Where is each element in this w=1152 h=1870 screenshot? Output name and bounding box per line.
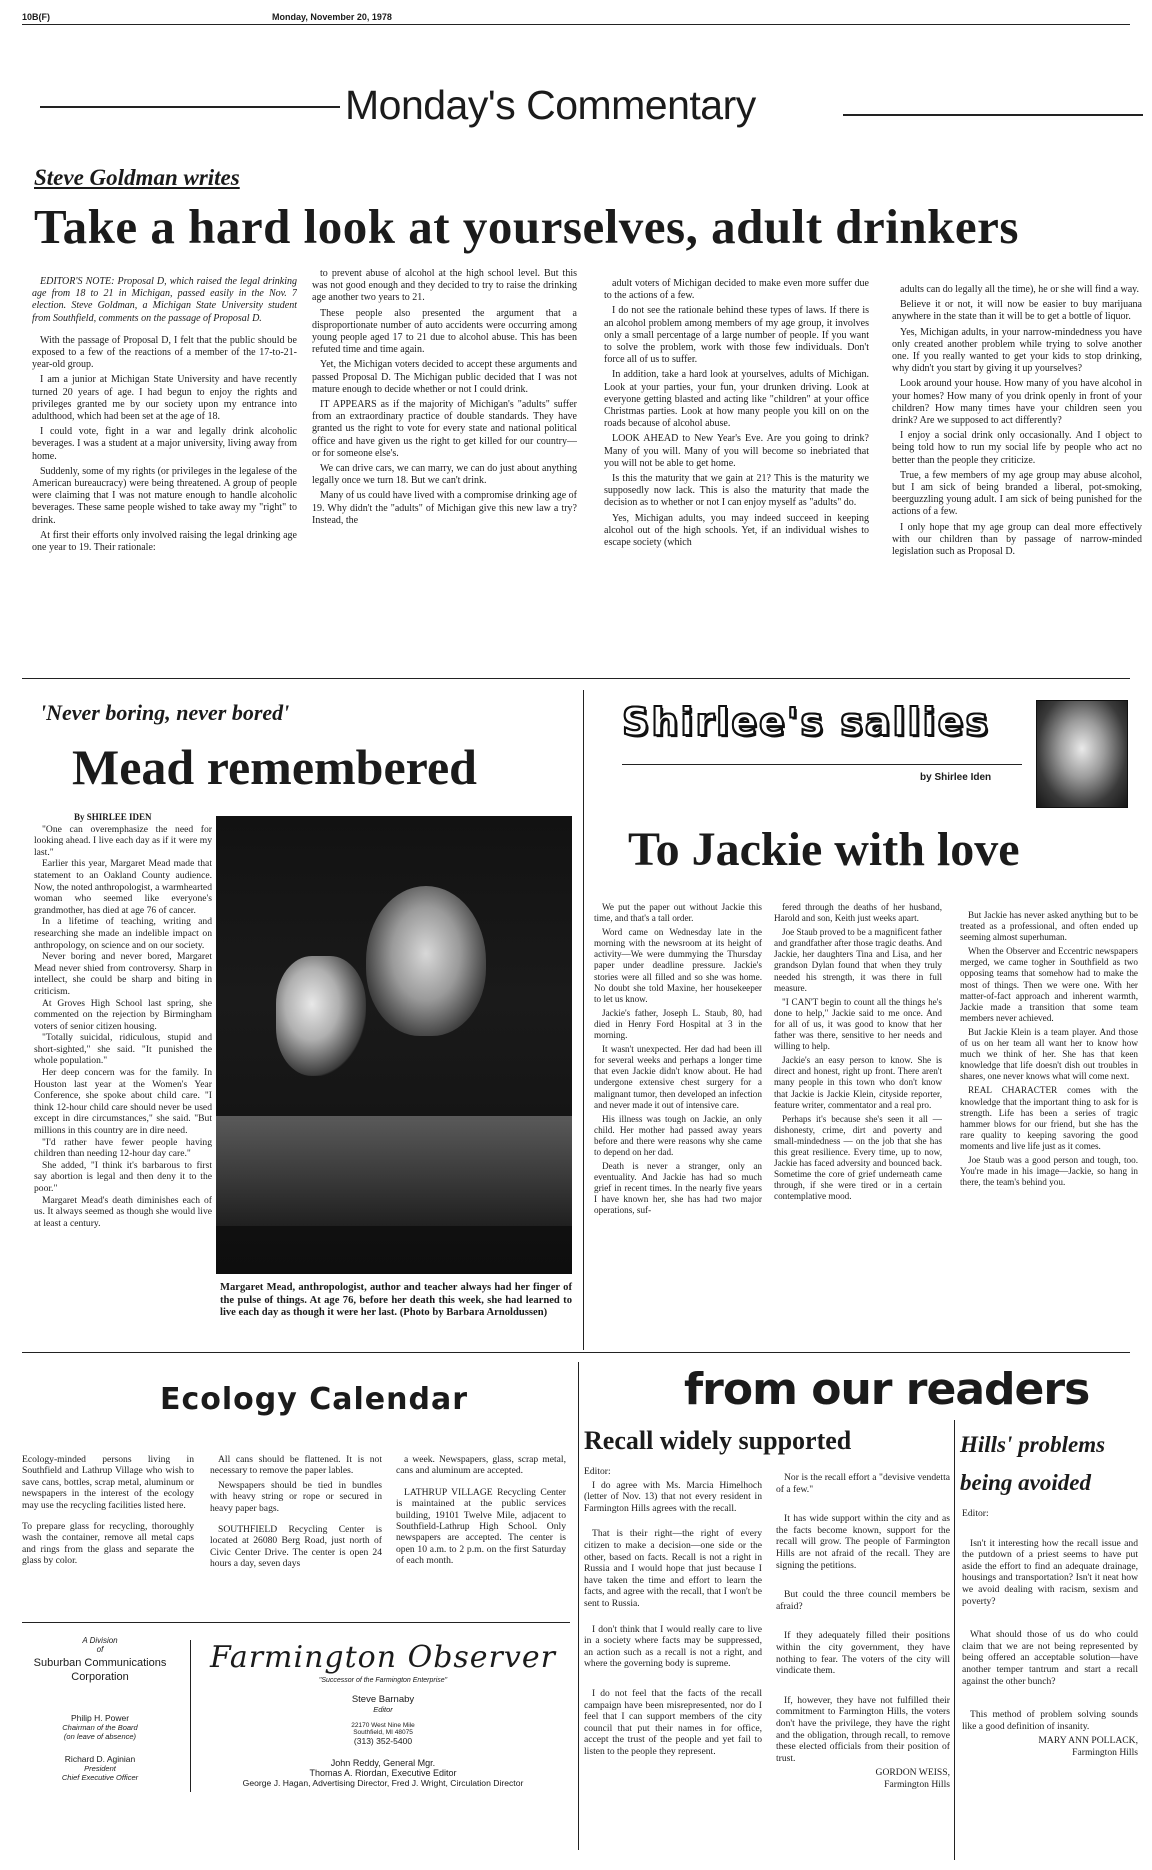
shirlee-paragraph: Jackie's father, Joseph L. Staub, 80, had died in Henry Ford Hospital at 3 in the morning. bbox=[594, 1007, 762, 1041]
masthead-publisher bbox=[20, 1636, 180, 1684]
editors-note: EDITOR'S NOTE: Proposal D, which raised the legal drinking age from 18 to 21 in Michigan, passed easily in the Nov. 7 election. Steve Goldman, a Michigan State University student from Southfield, comments on the passage of Proposal D. bbox=[32, 276, 297, 324]
commentary-paragraph: Is this the maturity that we gain at 21? This is the maturity we supposedly now lack. This is also the maturity that made the decision as to whether or not I can enjoy myself as "adults" do. bbox=[604, 473, 869, 509]
mead-paragraph: Earlier this year, Margaret Mead made that statement to an Oakland County audience. Now, the noted anthropologist, a warmhearted woman who seemed like everyone's grandmother, has died at age 76 of cancer. bbox=[34, 858, 212, 916]
readers-banner: from our readers bbox=[684, 1364, 1090, 1415]
mead-paragraph: "I'd rather have fewer people having children than needing 12-hour day care." bbox=[34, 1136, 212, 1160]
letter-1-signature: GORDON WEISS, bbox=[875, 1767, 950, 1779]
commentary-paragraph: Yes, Michigan adults, in your narrow-mindedness you have only created another problem while trying to solve another one. If you really wanted to get your kids to stop drinking, why didn't you start by giving it up yourselves? bbox=[892, 326, 1142, 375]
ecology-paragraph: a week. Newspapers, glass, scrap metal, cans and aluminum are accepted. bbox=[396, 1454, 566, 1477]
shirlee-paragraph: "I CAN'T begin to count all the things he's done to help," Jackie said to me once. And for all of us, it was good to know that her father was there, sensitive to her needs and willing to help. bbox=[774, 996, 942, 1052]
letter-2-signature: MARY ANN POLLACK, bbox=[1038, 1735, 1138, 1747]
mead-paragraph: "One can overemphasize the need for looking ahead. I live each day as if it were my last." bbox=[34, 823, 212, 858]
letters-divider bbox=[954, 1420, 955, 1860]
shirlee-column-3 bbox=[960, 910, 1138, 1344]
parent-company: Suburban Communications Corporation bbox=[33, 1657, 167, 1683]
address-line-2: Southfield, MI 48075 bbox=[353, 1729, 413, 1736]
letter-1-headline: Recall widely supported bbox=[584, 1426, 852, 1455]
editor-title: Editor bbox=[373, 1705, 393, 1714]
mid-bottom-rule bbox=[22, 1352, 1130, 1353]
commentary-paragraph: I could vote, fight in a war and legally drink alcoholic beverages. I was a student at a major university, living away from home. bbox=[32, 426, 297, 462]
letter-paragraph: I don't think that I would really care to live in a society where facts may be suppressed, an action such as a recall is not a right, and where the governing body is supreme. bbox=[584, 1623, 762, 1670]
column-title-rule bbox=[622, 764, 1022, 765]
letter-paragraph: Nor is the recall effort a "devisive vendetta of a few." bbox=[776, 1472, 950, 1495]
letter-1-signature-town: Farmington Hills bbox=[884, 1778, 950, 1790]
mead-article bbox=[34, 812, 212, 1342]
shirlee-paragraph: Perhaps it's because she's seen it all — dishonesty, crime, dirt and poverty and small-mindedness — on the job that she has this great resilience. Every time, up to now, Jackie has faced adversity and bounced back. Sometime the core of grief underneath came through, if she were tired or in a certain contemplative mood. bbox=[774, 1113, 942, 1202]
commentary-paragraph: Yet, the Michigan voters decided to accept these arguments and passed Proposal D. The Michigan public decided that I was not mature enough to decide whether or not I could drink. bbox=[312, 359, 577, 395]
shirlee-paragraph: REAL CHARACTER comes with the knowledge that the important thing to ask for is strength. Life has been a series of tragic hammer blows for our friend, but she has the rare quality to keeping savoring the good moments and live life just as it comes. bbox=[960, 1085, 1138, 1151]
officer-2-title-1: President bbox=[84, 1764, 116, 1773]
commentary-paragraph: I am a junior at Michigan State University and have recently turned 20 years of age. I had begun to enjoy the rights and privileges granted me by our society upon my entrance into adulthood, which had been set at the age of 18. bbox=[32, 374, 297, 423]
commentary-column-3 bbox=[604, 278, 869, 646]
readers-divider bbox=[578, 1362, 579, 1850]
directors-line: George J. Hagan, Advertising Director, Fred J. Wright, Circulation Director bbox=[242, 1778, 524, 1788]
mead-paragraph: At Groves High School last spring, she commented on the rejection by Birmingham voters of senior citizen housing. bbox=[34, 997, 212, 1032]
shirlee-paragraph: But Jackie Klein is a team player. And those of us on her team all want her to know how much we think of her. She has that keen knowledge that life doesn't dish out troubles in shares, one never knows what will come next. bbox=[960, 1026, 1138, 1082]
shirlee-column-2 bbox=[774, 902, 942, 1344]
ecology-paragraph: Newspapers should be tied in bundles with heavy string or rope or secured in heavy paper bags. bbox=[210, 1479, 382, 1514]
ecology-paragraph: SOUTHFIELD Recycling Center is located at 26080 Berg Road, just north of Civic Center Drive. The center is open 24 hours a day, seven days bbox=[210, 1524, 382, 1570]
letter-2-salutation: Editor: bbox=[962, 1508, 989, 1519]
letter-paragraph: This method of problem solving sounds like a good definition of insanity. bbox=[962, 1709, 1138, 1732]
photo-table bbox=[216, 1116, 572, 1226]
letter-1-column-2 bbox=[776, 1472, 950, 1862]
shirlee-iden-portrait bbox=[1036, 700, 1128, 808]
officer-2-name: Richard D. Aginian bbox=[64, 1754, 136, 1764]
masthead-divider bbox=[190, 1640, 191, 1792]
page-date: Monday, November 20, 1978 bbox=[272, 12, 392, 22]
commentary-paragraph: With the passage of Proposal D, I felt that the public should be exposed to a few of the reactions of a member of the 17-to-21-year-old group. bbox=[32, 334, 297, 371]
letter-1-salutation: Editor: bbox=[584, 1466, 611, 1477]
commentary-bottom-rule bbox=[22, 678, 1130, 679]
address-line-1: 22170 West Nine Mile bbox=[351, 1722, 415, 1729]
commentary-paragraph: adult voters of Michigan decided to make even more suffer due to the actions of a few. bbox=[604, 278, 869, 302]
commentary-column-2 bbox=[312, 268, 577, 646]
commentary-paragraph: At first their efforts only involved raising the legal drinking age one year to 19. Their rationale: bbox=[32, 529, 297, 554]
ecology-paragraph: All cans should be flattened. It is not necessary to remove the paper lables. bbox=[210, 1454, 382, 1477]
masthead-center bbox=[196, 1640, 570, 1788]
margaret-mead-photo bbox=[216, 816, 572, 1274]
mead-paragraph: Never boring and never bored, Margaret Mead never shied from controversy. Sharp in intellect, she could be sharp and biting in criticism. bbox=[34, 951, 212, 997]
commentary-column-4 bbox=[892, 284, 1142, 646]
executive-editor: Thomas A. Riordan, Executive Editor bbox=[309, 1768, 457, 1778]
shirlee-paragraph: Death is never a stranger, only an eventuality. And Jackie has had so much grief in recent times. In the nearly five years I have known her, she has had two major operations, suf- bbox=[594, 1161, 762, 1216]
commentary-paragraph: I enjoy a social drink only occasionally. And I object to being told how to run my social life by people who act no better than the people they criticize. bbox=[892, 430, 1142, 466]
general-manager: John Reddy, General Mgr. bbox=[330, 1758, 436, 1768]
shirlee-paragraph: We put the paper out without Jackie this time, and that's a tall order. bbox=[594, 902, 762, 924]
letter-paragraph: I do agree with Ms. Marcia Himelhoch (letter of Nov. 13) that not every resident in Farmington Hills agrees with the recall. bbox=[584, 1479, 762, 1514]
letter-1-column-1 bbox=[584, 1466, 762, 1856]
section-banner: Monday's Commentary bbox=[345, 82, 756, 128]
shirlee-column-1 bbox=[594, 902, 762, 1344]
shirlee-paragraph: Joe Staub proved to be a magnificent father and grandfather after those tragic deaths. And Jackie, her daughters Tina and Lisa, and her grandson Dylan found that when they truly needed his strength, it was there in full measure. bbox=[774, 927, 942, 993]
mead-paragraph: Margaret Mead's death diminishes each of us. It always seemed as though she would live at least a century. bbox=[34, 1194, 212, 1229]
page-number: 10B(F) bbox=[22, 12, 51, 22]
shirlee-paragraph: Joe Staub was a good person and tough, too. You're made in his image—Jackie, so hang in there, the team's behind you. bbox=[960, 1154, 1138, 1188]
shirlee-headline: To Jackie with love bbox=[628, 823, 1020, 876]
column-title-shirlees-sallies: Shirlee's sallies bbox=[622, 700, 990, 744]
masthead-officers bbox=[20, 1714, 180, 1782]
commentary-paragraph: to prevent abuse of alcohol at the high school level. But this was not good enough and they decided to try to raise the drinking age another two years to 21. bbox=[312, 268, 577, 304]
commentary-paragraph: IT APPEARS as if the majority of Michigan's "adults" suffer from an extraordinary practice of double standards. They have granted us the right to vote for every state and national political office and have given us the right to get killed for our country—or for someone else's. bbox=[312, 399, 577, 459]
mead-byline: By SHIRLEE IDEN bbox=[74, 812, 152, 822]
shirlee-paragraph: Jackie's an easy person to know. She is direct and honest, right up front. There aren't many people in this town who don't know that Jackie is Jackie Klein, cityside reporter, feature writer, commentator and a real pro. bbox=[774, 1055, 942, 1110]
commentary-paragraph: Yes, Michigan adults, you may indeed succeed in keeping alcohol out of the high schools. Yet, if an individual wishes to escape society (which bbox=[604, 512, 869, 549]
mead-kicker: 'Never boring, never bored' bbox=[40, 700, 290, 725]
ecology-column-1 bbox=[22, 1454, 194, 1614]
division-line-1: A Division bbox=[82, 1636, 118, 1645]
photo-subject-face bbox=[366, 886, 486, 1036]
commentary-paragraph: LOOK AHEAD to New Year's Eve. Are you going to drink? Many of you will. Many of you will become so inebriated that you will not be able to get home. bbox=[604, 433, 869, 469]
commentary-paragraph: adults can do legally all the time), he or she will find a way. bbox=[900, 284, 1140, 295]
mead-paragraph: Her deep concern was for the family. In Houston last year at the Women's Year Conference, she spoke about child care. "I think 12-hour child care should never be used except in dire circumstances," she said. "But millions in this country are in dire need. bbox=[34, 1067, 212, 1137]
editor-name: Steve Barnaby bbox=[351, 1694, 415, 1705]
commentary-paragraph: Look around your house. How many of you have alcohol in your homes? How many of you drink openly in front of your children? How many times have your children seen you drink? Are we supposed to act differently? bbox=[892, 378, 1142, 427]
letter-2-signature-town: Farmington Hills bbox=[1072, 1746, 1138, 1758]
commentary-column-1 bbox=[32, 276, 297, 646]
mead-paragraph: In a lifetime of teaching, writing and researching she made an indelible impact on anthropology, on science and on our society. bbox=[34, 916, 212, 951]
mead-shirlee-divider bbox=[583, 690, 584, 1350]
commentary-paragraph: Many of us could have lived with a compromise drinking age of 19. Why didn't the "adults" of Michigan give this new law a try? Instead, the bbox=[312, 490, 577, 526]
letter-paragraph: I do not feel that the facts of the recall campaign have been misrepresented, nor do I feel that I can support members of the city council that put their names in for office, accept the trust of the people and yet fail to listen to the people they represent. bbox=[584, 1687, 762, 1757]
banner-rule-right bbox=[843, 114, 1143, 116]
ecology-column-3 bbox=[396, 1454, 566, 1614]
mead-paragraph: She added, "I think it's barbarous to first say abortion is legal and then deny it to the poor." bbox=[34, 1159, 212, 1194]
photo-subject-hand bbox=[276, 956, 366, 1076]
letter-paragraph: It has wide support within the city and as the facts become known, support for the recall will grow. The people of Farmington Hills are not afraid of the recall. They are signing the petitions. bbox=[776, 1513, 950, 1571]
shirlee-paragraph: But Jackie has never asked anything but to be treated as a professional, and often ended up seeming almost superhuman. bbox=[960, 910, 1138, 943]
officer-1-note: (on leave of absence) bbox=[63, 1732, 137, 1741]
letter-paragraph: But could the three council members be afraid? bbox=[776, 1589, 950, 1612]
shirlee-paragraph: His illness was tough on Jackie, an only child. Her mother had passed away years before and there were reasons why she came to depend on her dad. bbox=[594, 1113, 762, 1157]
paper-nameplate: Farmington Observer bbox=[210, 1640, 556, 1675]
mead-photo-caption: Margaret Mead, anthropologist, author and teacher always had her finger of the pulse of things. At age 76, before her death this week, she had learned to live each day as though it were her last. (Photo by Barbara Arnoldussen) bbox=[220, 1282, 572, 1319]
commentary-paragraph: We can drive cars, we can marry, we can do just about anything legally once we turn 18. But we can't drink. bbox=[312, 463, 577, 487]
officer-1-name: Philip H. Power bbox=[70, 1713, 130, 1723]
mead-headline: Mead remembered bbox=[72, 739, 477, 795]
commentary-headline: Take a hard look at yourselves, adult drinkers bbox=[34, 199, 1019, 254]
letter-paragraph: What should those of us do who could claim that we are not being represented by being offered an acceptable solution—have another temper tantrum and start a recall against the other bunch? bbox=[962, 1629, 1138, 1687]
ecology-column-2 bbox=[210, 1454, 382, 1614]
ecology-paragraph: LATHRUP VILLAGE Recycling Center is maintained at the public services building, 19101 Twelve Mile, adjacent to Southfield-Lathrup High School. Only newspapers are accepted. The center is open 10 a.m. to 2 p.m. on the first Saturday of each month. bbox=[396, 1486, 566, 1567]
officer-1-title: Chairman of the Board bbox=[62, 1723, 138, 1732]
successor-line: "Successor of the Farmington Enterprise" bbox=[318, 1677, 448, 1684]
letter-paragraph: If, however, they have not fulfilled their commitment to Farmington Hills, the voters don't have the privilege, they have the right and the obligation, through recall, to remove these elected officials from their position of trust. bbox=[776, 1694, 950, 1764]
commentary-paragraph: I do not see the rationale behind these types of laws. If there is an alcohol problem among members of my age group, it involves only a small percentage of a large number of people. If you want to solve the problem, work with those few individuals. Don't force all of us to suffer. bbox=[604, 305, 869, 366]
shirlee-paragraph: It wasn't unexpected. Her dad had been ill for several weeks and perhaps a longer time that even Jackie didn't know about. He had undergone extensive chest surgery for a malignant tumor, then developed an infection and never made it out of intensive care. bbox=[594, 1044, 762, 1110]
phone-number: (313) 352-5400 bbox=[353, 1736, 413, 1746]
division-line-2: of bbox=[96, 1645, 104, 1654]
commentary-paragraph: These people also presented the argument that a disproportionate number of auto accidents were occurring among young people aged 17 to 21 due to alcohol abuse. This has been refuted time and time again. bbox=[312, 307, 577, 356]
commentary-byline: Steve Goldman writes bbox=[34, 165, 240, 190]
commentary-paragraph: I only hope that my age group can deal more effectively with our children than by passage of narrow-minded legislation such as Proposal D. bbox=[892, 521, 1142, 558]
shirlee-paragraph: Word came on Wednesday late in the morning with the newsroom at its height of activity—We were dummying the Thursday paper under deadline pressure. Jackie's stories were all filled and so she was home. No doubt she told Maxine, her housekeeper to let us know. bbox=[594, 927, 762, 1004]
banner-rule-left bbox=[40, 106, 340, 108]
letter-paragraph: That is their right—the right of every citizen to make a decision—one side or the other, based on facts. Recall is not a right in Russia and I would hope that just because I have taken the time and effort to learn the facts, and agree with the recall, that I won't be sent to Russia. bbox=[584, 1528, 762, 1609]
ecology-bottom-rule bbox=[22, 1622, 570, 1623]
ecology-paragraph: Ecology-minded persons living in Southfield and Lathrup Village who wish to save cans, bottles, scrap metal, aluminum or newspapers in the interest of the ecology may use the recycling facilities listed here. bbox=[22, 1454, 194, 1511]
commentary-paragraph: Suddenly, some of my rights (or privileges in the legalese of the American bureaucracy) were being threatened. A group of people were claiming that I was not mature enough to handle alcoholic beverages. These same people wished to take away my "right" to drink. bbox=[32, 465, 297, 526]
officer-2-title-2: Chief Executive Officer bbox=[61, 1773, 139, 1782]
commentary-paragraph: True, a few members of my age group may abuse alcohol, but I am sick of being branded a liberal, pot-smoking, beerguzzling young adult. I am sick of being punished for the actions of a few. bbox=[892, 469, 1142, 518]
ecology-calendar-title: Ecology Calendar bbox=[160, 1382, 469, 1417]
letter-paragraph: Isn't it interesting how the recall issue and the putdown of a priest seems to have put aside the effort to find an adequate drainage, housings and transportation? Isn't it neat how we avoid dealing with racism, sexism and poverty? bbox=[962, 1537, 1138, 1607]
letter-2-headline: Hills' problems being avoided bbox=[960, 1432, 1106, 1495]
top-rule bbox=[22, 24, 1130, 25]
shirlee-paragraph: When the Observer and Eccentric newspapers merged, we came togher in Southfield as two opposing teams that somehow had to make the most of things. Then we were one. With her matter-of-fact approach and inherent warmth, Jackie made a transition that some team members never achieved. bbox=[960, 946, 1138, 1023]
letter-2-column bbox=[962, 1508, 1138, 1858]
commentary-paragraph: Believe it or not, it will now be easier to buy marijuana anywhere in the state than it will be to get a bottle of liquor. bbox=[892, 299, 1142, 323]
mead-paragraph: "Totally suicidal, ridiculous, stupid and short-sighted," she said. "It punished the whole population." bbox=[34, 1032, 212, 1067]
shirlee-byline: by Shirlee Iden bbox=[920, 772, 992, 783]
shirlee-paragraph: fered through the deaths of her husband, Harold and son, Keith just weeks apart. bbox=[774, 902, 942, 924]
commentary-paragraph: In addition, take a hard look at yourselves, adults of Michigan. Look at your parties, your fun, your drunken driving. Look at everyone getting blasted and acting like "children" at your office Christmas parties. Look at how many people you kill on on the roads because of alcohol abuse. bbox=[604, 369, 869, 430]
ecology-paragraph: To prepare glass for recycling, thoroughly wash the container, remove all metal caps and rings from the glass and separate the glass by color. bbox=[22, 1521, 194, 1567]
letter-paragraph: If they adequately filled their positions within the city government, they have nothing to fear. The voters of the city will vindicate them. bbox=[776, 1630, 950, 1677]
